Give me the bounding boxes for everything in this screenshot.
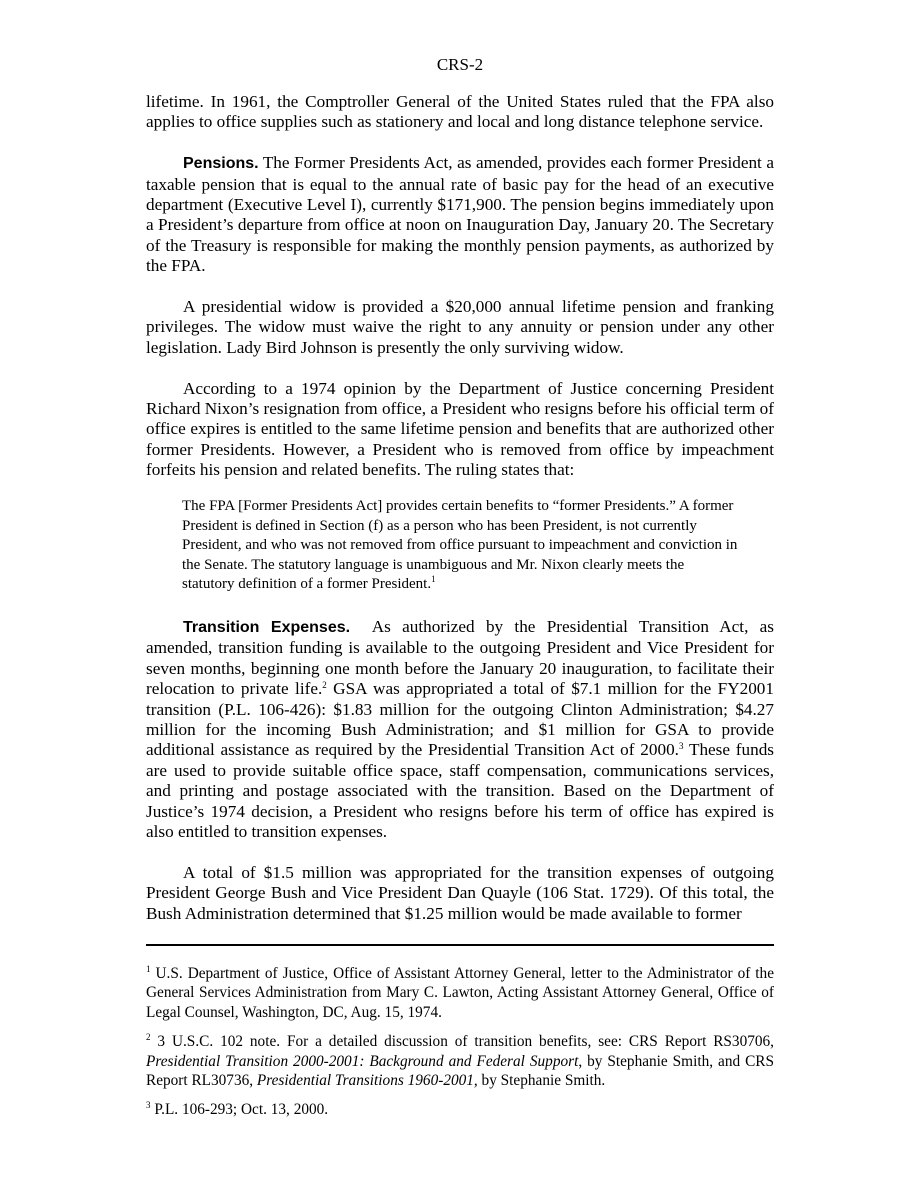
footnote-3-text: P.L. 106-293; Oct. 13, 2000. — [150, 1101, 329, 1119]
transition-text-c: These funds are used to provide suitable office space, staff compensation, communications services, and printing and postage associated with the transition. Based on the Department of Justice’s 1974 decision, a President who resigns before his term of office has expired is also entitled to transition expenses. — [146, 740, 774, 842]
footnote-2-number: 2 — [146, 1032, 151, 1043]
footnote-2 — [146, 1032, 774, 1090]
paragraph-pensions — [146, 153, 774, 276]
block-quote — [182, 497, 740, 595]
footnote-2-text-c: by Stephanie Smith. — [477, 1072, 606, 1090]
footnote-divider — [146, 944, 774, 946]
footnote-ref-2: 2 — [322, 680, 327, 691]
pensions-text: The Former Presidents Act, as amended, provides each former President a taxable pension that is equal to the annual rate of basic pay for the head of an executive department (Executive Level I), currently $171,900. The pension begins immediately upon a President’s departure from office at noon on Inauguration Day, January 20. The Secretary of the Treasury is responsible for making the monthly pension payments, as authorized by the FPA. — [146, 153, 774, 276]
paragraph-transition-expenses — [146, 617, 774, 842]
pensions-heading: Pensions. — [183, 155, 259, 173]
quote-text: The FPA [Former Presidents Act] provides certain benefits to “former Presidents.” A former President is defined in Section (f) as a person who has been President, is not currently President, and who was not removed from office pursuant to impeachment and conviction in the Senate. The statutory language is unambiguous and Mr. Nixon clearly meets the statutory definition of a former President. — [182, 498, 738, 593]
footnote-2-title-a: Presidential Transition 2000-2001: Background and Federal Support — [146, 1052, 579, 1070]
paragraph-lifetime: lifetime. In 1961, the Comptroller General of the United States ruled that the FPA also applies to office supplies such as stationery and local and long distance telephone service. — [146, 92, 774, 132]
footnote-ref-1: 1 — [431, 574, 436, 585]
footnote-1-number: 1 — [146, 964, 151, 974]
footnotes — [146, 964, 774, 1130]
transition-text-a: As authorized by the Presidential Transition Act, as amended, transition funding is available to the outgoing President and Vice President for seven months, beginning one month before the January 20 inauguration, to facilitate their relocation to private life. — [146, 617, 774, 699]
footnote-2-text-b: , by Stephanie Smith, and CRS Report RL30736, — [146, 1052, 774, 1090]
footnote-1 — [146, 964, 774, 1022]
paragraph-resignation: According to a 1974 opinion by the Department of Justice concerning President Richard Nixon’s resignation from office, a President who resigns before his official term of office expires is entitled to the same lifetime pension and benefits that are authorized other former Presidents. However, a President who is removed from office by impeachment forfeits his pension and related benefits. The ruling states that: — [146, 378, 774, 480]
transition-expenses-heading: Transition Expenses. — [183, 619, 351, 637]
footnote-3 — [146, 1100, 774, 1119]
page-label: CRS-2 — [436, 55, 484, 74]
footnote-2-text-a: 3 U.S.C. 102 note. For a detailed discussion of transition benefits, see: CRS Report RS30706, — [150, 1033, 774, 1051]
body-text — [146, 92, 774, 945]
footnote-3-number: 3 — [146, 1100, 151, 1111]
paragraph-widow: A presidential widow is provided a $20,000 annual lifetime pension and franking privileges. The widow must waive the right to any annuity or pension under any other legislation. Lady Bird Johnson is presently the only surviving widow. — [146, 297, 774, 357]
transition-text-b: GSA was appropriated a total of $7.1 million for the FY2001 transition (P.L. 106-426): $1.83 million for the outgoing Clinton Administration; $4.27 million for the incoming Bush Administration; and $1 million for GSA to provide additional assistance as required by the Presidential Transition Act of 2000. — [146, 679, 774, 760]
footnote-ref-3: 3 — [678, 741, 684, 752]
footnote-2-title-b: Presidential Transitions 1960-2001, — [256, 1072, 478, 1090]
paragraph-bush-transition: A total of $1.5 million was appropriated for the transition expenses of outgoing President George Bush and Vice President Dan Quayle (106 Stat. 1729). Of this total, the Bush Administration determined that $1.25 million would be made available to former — [146, 862, 774, 923]
footnote-1-text: U.S. Department of Justice, Office of Assistant Attorney General, letter to the Administrator of the General Services Administration from Mary C. Lawton, Acting Assistant Attorney General, Office of Legal Counsel, Washington, DC, Aug. 15, 1974. — [146, 965, 774, 1021]
